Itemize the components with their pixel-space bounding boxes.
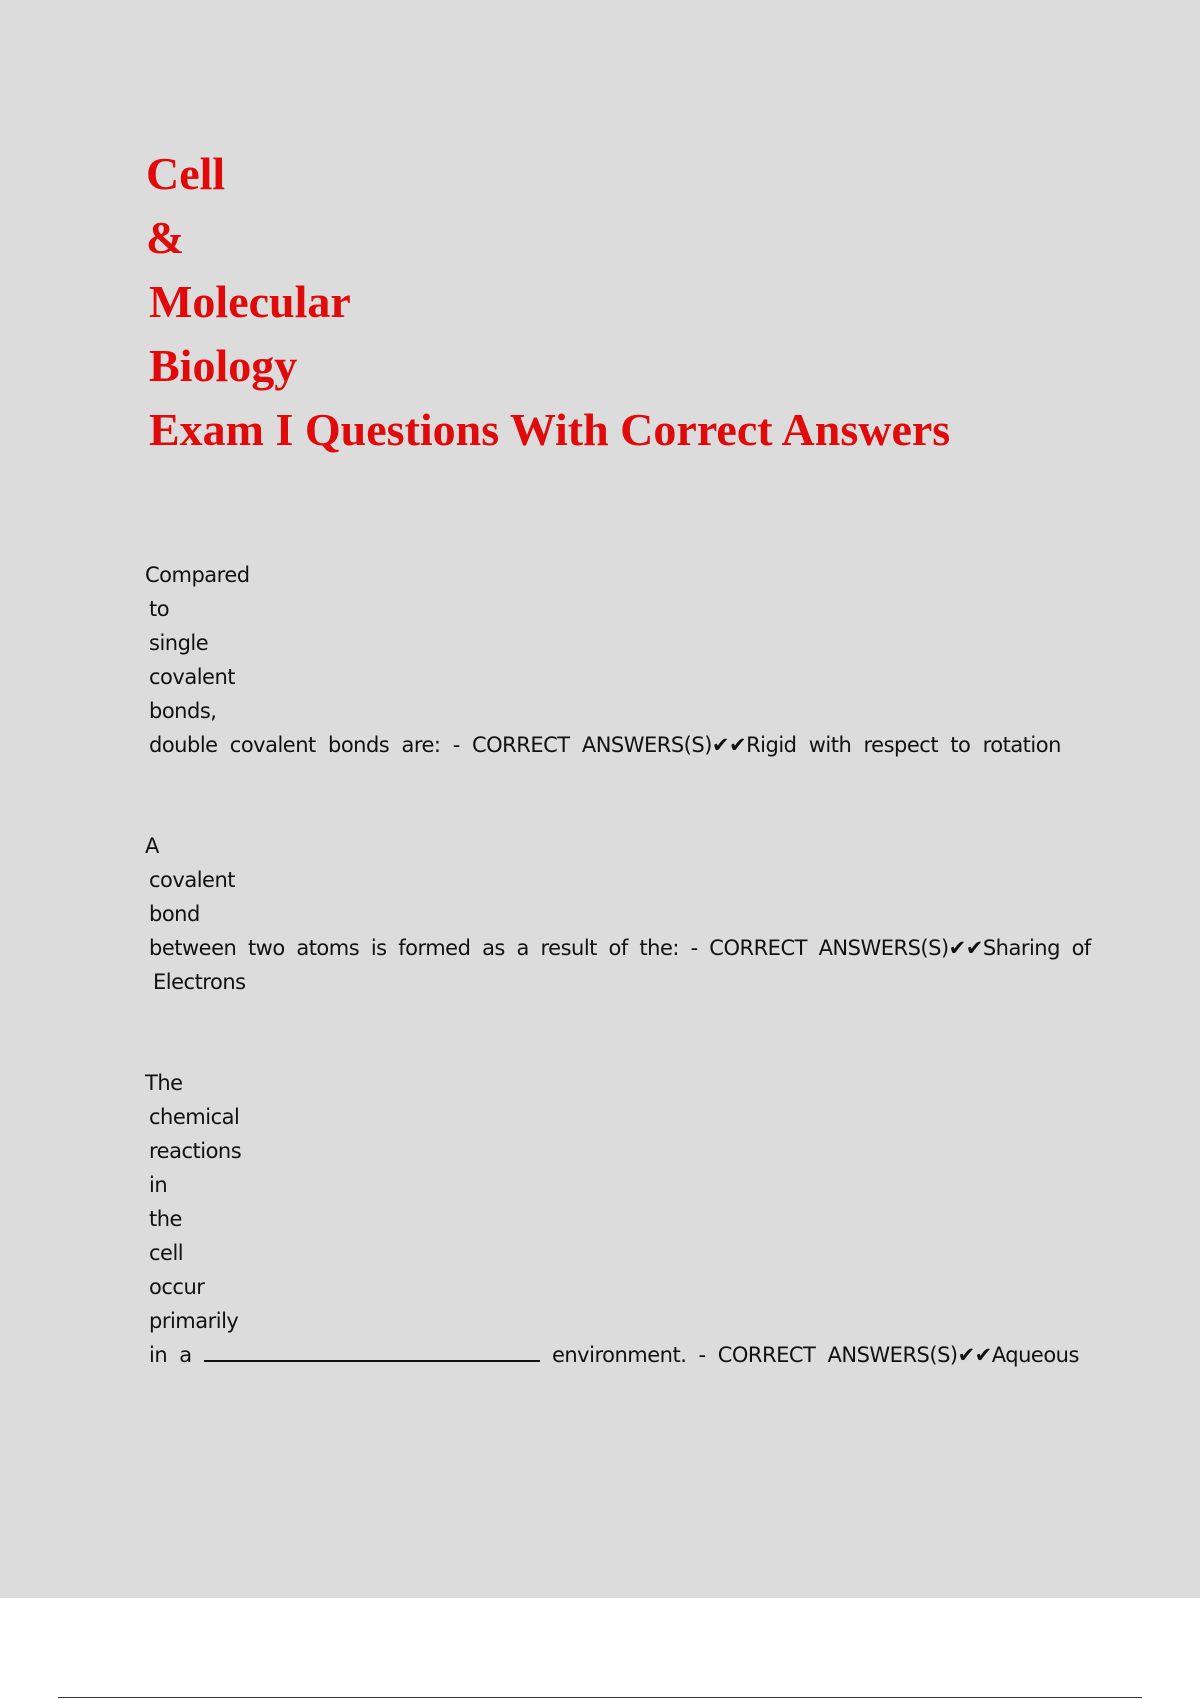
question-word: cell	[149, 1241, 184, 1265]
footer-divider	[58, 1697, 1142, 1698]
question-word: bond	[149, 902, 200, 926]
question-word: environment.	[551, 1343, 687, 1367]
question-word: reactions	[149, 1139, 242, 1163]
question-word: bonds	[327, 733, 390, 757]
question-word: covalent	[149, 665, 235, 689]
question-word: covalent	[229, 733, 316, 757]
question-word: result	[540, 936, 597, 960]
title-line: Cell	[146, 148, 226, 199]
answer-text: to	[950, 733, 971, 757]
fill-in-blank	[204, 1340, 540, 1362]
question-word: the:	[639, 936, 679, 960]
question-answer-line	[145, 728, 1061, 762]
question-answer-line	[145, 931, 1091, 965]
answer-text: of	[1071, 936, 1091, 960]
question-word: atoms	[296, 936, 360, 960]
question-word: as	[482, 936, 505, 960]
answer-label: CORRECT	[471, 733, 570, 757]
answer-text: ANSWERS(S)✔✔Sharing	[818, 936, 1060, 960]
question-word: to	[149, 597, 170, 621]
answer-text: ANSWERS(S)✔✔Aqueous	[827, 1343, 1079, 1367]
question-word: double	[149, 733, 218, 757]
question-word: Compared	[145, 563, 250, 587]
question-word: occur	[149, 1275, 205, 1299]
answer-text: Electrons	[153, 970, 246, 994]
question-word: primarily	[149, 1309, 239, 1333]
question-word: a	[179, 1343, 192, 1367]
question-answer-3	[145, 1066, 1087, 1372]
answer-text: ANSWERS(S)✔✔Rigid	[581, 733, 797, 757]
question-word: of	[608, 936, 628, 960]
question-word: single	[149, 631, 209, 655]
answer-label: CORRECT	[709, 936, 807, 960]
question-word: two	[247, 936, 285, 960]
question-word: between	[149, 936, 237, 960]
question-word: formed	[398, 936, 471, 960]
question-word: is	[370, 936, 387, 960]
title-line: Molecular	[149, 276, 351, 327]
question-word: are:	[401, 733, 441, 757]
question-word: in	[149, 1173, 168, 1197]
question-word: a	[516, 936, 529, 960]
question-answer-2	[145, 829, 1091, 999]
question-word: in	[149, 1343, 168, 1367]
question-answer-line	[145, 1338, 1079, 1372]
question-answer-1	[145, 558, 1087, 762]
answer-text: with	[808, 733, 852, 757]
answer-text: rotation	[982, 733, 1061, 757]
title-line: Biology	[149, 340, 298, 391]
title-line: Exam I Questions With Correct Answers	[149, 404, 951, 455]
question-word: bonds,	[149, 699, 217, 723]
answer-separator: -	[690, 936, 698, 960]
question-word: the	[149, 1207, 182, 1231]
answer-separator: -	[452, 733, 460, 757]
question-word: covalent	[149, 868, 235, 892]
title-line: &	[146, 212, 185, 263]
document-title	[146, 142, 950, 462]
question-word: chemical	[149, 1105, 240, 1129]
answer-separator: -	[698, 1343, 706, 1367]
answer-text: respect	[863, 733, 939, 757]
question-word: A	[145, 834, 159, 858]
answer-label: CORRECT	[717, 1343, 816, 1367]
question-word: The	[145, 1071, 183, 1095]
